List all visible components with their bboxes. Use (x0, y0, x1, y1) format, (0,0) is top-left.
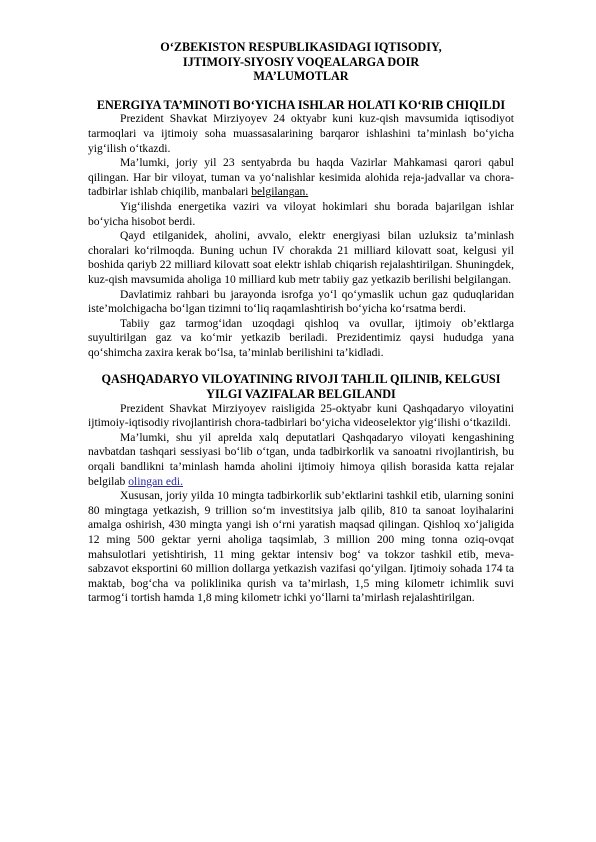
section-2-paragraph-3: Xususan, joriy yilda 10 mingta tadbirkorlik sub’ektlarini tashkil etib, ularning sonini 80 mingtaga yetkazish, 9 trillion so‘m investitsiya jalb qilib, 810 ta sanoat loyihalarini amalga oshirish, 430 mingta yangi ish o‘rni yaratish maqsad qilingan. Qishloq xo‘jaligida 12 ming 500 gektar yerni aholiga taqsimlab, 3 million 200 ming tonna oziq-ovqat mahsulotlari yetishtirish, 11 ming gektar intensiv bog‘ va tokzor tashkil etib, meva-sabzavot eksportini 60 million dollarga yetkazish vazifasi qo‘yilgan. Ijtimoiy sohada 174 ta maktab, bog‘cha va poliklinika qurish va ta’mirlash, 1,5 ming kilometr ichimlik suvi tarmog‘i tortish hamda 1,8 ming kilometr ichki yo‘llarni ta’mirlash rejalashtirilgan. (88, 489, 514, 605)
section-1-paragraph-4: Qayd etilganidek, aholini, avvalo, elektr energiyasi bilan uzluksiz ta’minlash choralari ko‘rilmoqda. Buning uchun IV chorakda 21 milliard kilovatt soat, kelgusi yil boshida qariyb 22 milliard kilovatt soat elektr ishlab chiqarish rejalashtirilgan. Shuningdek, kuz-qish mavsumida aholiga 10 milliard kub metr tabiiy gaz yetkazib berilishi belgilangan. (88, 229, 514, 286)
section-2-paragraph-2 (88, 431, 514, 489)
section-2-heading: QASHQADARYO VILOYATINING RIVOJI TAHLIL QILINIB, KELGUSI YILGI VAZIFALAR BELGILANDI (101, 372, 501, 402)
document-title-line-2: IJTIMOIY-SIYOSIY VOQEALARGA DOIR (182, 54, 420, 69)
document-title-line-1: O‘ZBEKISTON RESPUBLIKASIDAGI IQTISODIY, (160, 40, 442, 54)
section-2-paragraph-1: Prezident Shavkat Mirziyoyev raisligida 25-oktyabr kuni Qashqadaryo viloyatini ijtimoiy-iqtisodiy rivojlantirish chora-tadbirlari bo‘yicha videoselektor yig‘ilishi o‘tkazildi. (88, 401, 514, 430)
section-1-paragraph-3: Yig‘ilishda energetika vaziri va viloyat hokimlari shu borada bajarilgan ishlar bo‘yicha hisobot berdi. (88, 199, 514, 228)
section-1-heading: ENERGIYA TA’MINOTI BO‘YICHA ISHLAR HOLATI KO‘RIB CHIQILDI (96, 97, 506, 112)
source-link[interactable]: olingan edi. (128, 474, 183, 488)
section-1-paragraph-6: Tabiiy gaz tarmog‘idan uzoqdagi qishloq va ovullar, ijtimoiy ob’ektlarga suyultirilgan gaz va ko‘mir yetkazib beriladi. Prezidentimiz qaysi hududga yana qo‘shimcha zaxira kerak bo‘lsa, ta’minlab berilishini ta’kidladi. (88, 316, 514, 359)
document-title (88, 40, 514, 84)
section-1-paragraph-2-text: Ma’lumki, joriy yil 23 sentyabrda bu haqda Vazirlar Mahkamasi qarori qabul qilingan. Har bir viloyat, tuman va yo‘nalishlar kesimida alohida reja-jadvallar va chora-tadbirlar ishlab chiqilib, manbalari (88, 156, 514, 199)
underlined-word: belgilangan. (251, 185, 309, 199)
section-1-paragraph-5: Davlatimiz rahbari bu jarayonda isrofga yo‘l qo‘ymaslik uchun gaz quduqlaridan iste’molchigacha bo‘lgan tizimni to‘liq raqamlashtirish bo‘yicha ko‘rsatma berdi. (88, 287, 514, 316)
document-page (88, 40, 514, 606)
section-1-paragraph-1: Prezident Shavkat Mirziyoyev 24 oktyabr kuni kuz-qish mavsumida iqtisodiyot tarmoqlari va ijtimoiy soha muassasalarining barqaror ishlashini ta’minlash bo‘yicha yig‘ilish o‘tkazdi. (88, 112, 514, 155)
document-title-line-3: MA’LUMOTLAR (253, 69, 349, 84)
section-2-paragraph-2-text: Ma’lumki, shu yil aprelda xalq deputatlari Qashqadaryo viloyati kengashining navbatdan tashqari sessiyasi bo‘lib o‘tgan, unda tadbirkorlik va sanoatni rivojlantirish, bu orqali bandlikni ta’minlash hamda aholini ijtimoiy himoya qilish borasida katta rejalar belgilab (88, 430, 514, 488)
section-1-paragraph-2 (88, 156, 514, 200)
